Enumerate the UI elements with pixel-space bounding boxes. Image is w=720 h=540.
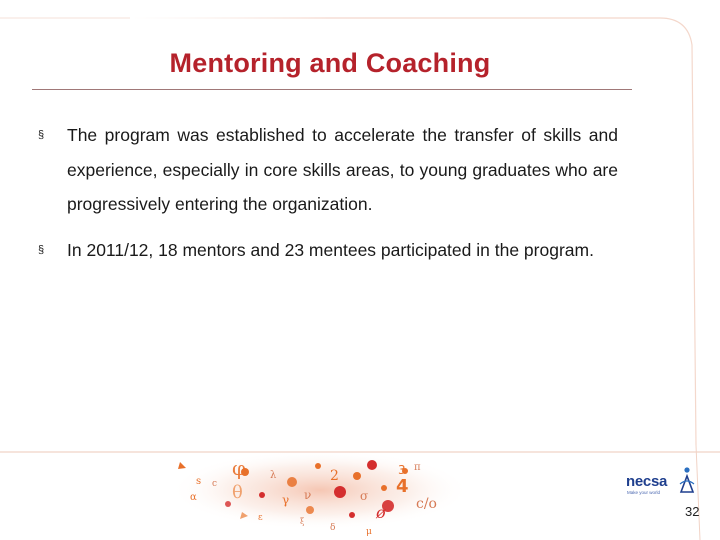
math-symbols-decoration-icon — [0, 452, 720, 540]
square-bullet-icon: § — [38, 129, 45, 141]
svg-text:μ: μ — [366, 527, 372, 537]
svg-text:φ: φ — [232, 456, 247, 480]
logo-tagline: Make your world — [627, 490, 661, 495]
page-number: 32 — [685, 504, 700, 519]
bullet-item-2 — [38, 233, 618, 268]
svg-text:c/o: c/o — [416, 496, 437, 512]
svg-text:δ: δ — [330, 523, 336, 533]
svg-text:π: π — [414, 462, 421, 473]
svg-text:ν: ν — [304, 488, 312, 502]
svg-text:σ: σ — [360, 489, 369, 503]
title-divider — [32, 89, 632, 90]
logo-wordmark: necsa — [626, 473, 668, 490]
svg-text:α: α — [190, 492, 197, 503]
svg-text:λ: λ — [270, 470, 277, 481]
bullet-item-1 — [38, 118, 618, 222]
svg-text:c: c — [212, 479, 218, 489]
slide-title: Mentoring and Coaching — [169, 48, 491, 78]
svg-text:ξ: ξ — [300, 517, 305, 526]
svg-text:3: 3 — [398, 463, 406, 477]
svg-text:2: 2 — [330, 468, 339, 484]
svg-text:4: 4 — [396, 476, 409, 497]
necsa-logo — [626, 466, 694, 498]
bullet-list — [38, 118, 618, 278]
bullet-text-2: In 2011/12, 18 mentors and 23 mentees participated in the program. — [67, 239, 594, 260]
svg-text:γ: γ — [282, 493, 290, 507]
svg-text:ε: ε — [258, 513, 263, 523]
svg-text:ø: ø — [376, 503, 386, 522]
necsa-atom-icon — [678, 466, 696, 494]
svg-text:s: s — [196, 476, 202, 487]
bullet-text-1: The program was established to accelerate the transfer of skills and experience, especially in core skills areas, to young graduates who are progressively entering the organization. — [67, 125, 618, 214]
svg-text:θ: θ — [232, 482, 243, 503]
square-bullet-icon: § — [38, 243, 45, 256]
